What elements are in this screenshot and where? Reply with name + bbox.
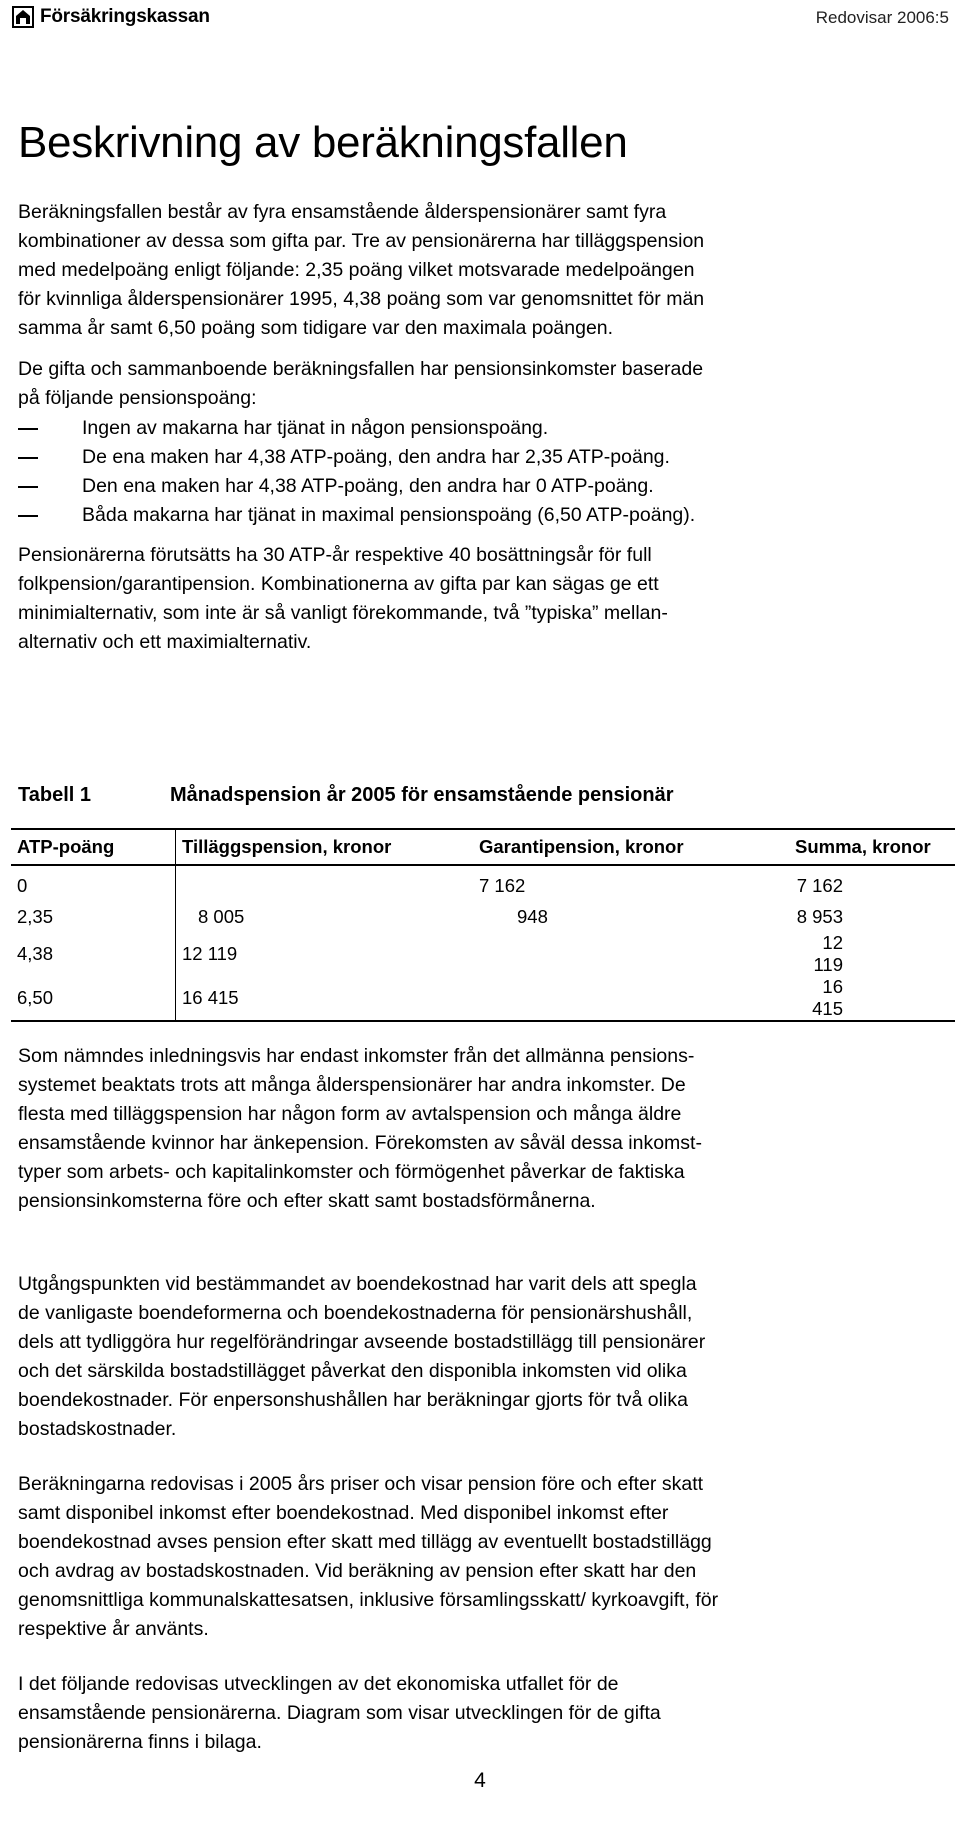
list-item xyxy=(18,414,938,443)
income-paragraph xyxy=(18,1042,938,1216)
list-item-text: Ingen av makarna har tjänat in någon pensionspoäng. xyxy=(82,417,549,439)
text-line: ensamstående kvinnor har änkepension. Förekomsten av såväl dessa inkomst- xyxy=(18,1132,702,1154)
text-line: typer som arbets- och kapitalinkomster och förmögenhet påverkar de faktiska xyxy=(18,1161,685,1183)
table-cell: 0 xyxy=(11,865,176,901)
table-cell: 16 415 xyxy=(176,976,474,1021)
table-row xyxy=(11,976,955,1021)
table-cell: 4,38 xyxy=(11,932,176,976)
pension-table xyxy=(11,828,955,1022)
table-row xyxy=(11,901,955,932)
table-row xyxy=(11,932,955,976)
text-line: med medelpoäng enligt följande: 2,35 poäng vilket motsvarade medelpoängen xyxy=(18,259,695,281)
text-line: samt disponibel inkomst efter boendekostnad. Med disponibel inkomst efter xyxy=(18,1502,669,1524)
text-line: Beräkningarna redovisas i 2005 års priser och visar pension före och efter skatt xyxy=(18,1473,704,1495)
table-cell: 2,35 xyxy=(11,901,176,932)
column-header: Garantipension, kronor xyxy=(473,829,789,865)
list-item-text: Båda makarna har tjänat in maximal pensionspoäng (6,50 ATP-poäng). xyxy=(82,504,696,526)
dash-icon xyxy=(18,428,38,430)
table-cell: 16 415 xyxy=(789,976,955,1021)
column-header: Tilläggspension, kronor xyxy=(176,829,474,865)
text-line: på följande pensionspoäng: xyxy=(18,387,257,409)
text-line: samma år samt 6,50 poäng som tidigare var den maximala poängen. xyxy=(18,317,614,339)
dash-icon xyxy=(18,486,38,488)
dash-icon xyxy=(18,515,38,517)
forsakringskassan-logo-icon xyxy=(12,6,34,28)
table-cell: 7 162 xyxy=(796,874,843,896)
column-header: Summa, kronor xyxy=(789,829,955,865)
text-line: flesta med tilläggspension har någon form av avtalspension och många äldre xyxy=(18,1103,682,1125)
table-cell: 948 xyxy=(517,905,548,927)
text-line: I det följande redovisas utvecklingen av det ekonomiska utfallet för de xyxy=(18,1673,619,1695)
dash-icon xyxy=(18,457,38,459)
text-line: Beräkningsfallen består av fyra ensamstående ålderspensionärer samt fyra xyxy=(18,201,667,223)
text-line: respektive år använts. xyxy=(18,1618,209,1640)
married-paragraph xyxy=(18,355,938,413)
text-line: boendekostnad avses pension efter skatt med tillägg av eventuellt bostadstillägg xyxy=(18,1531,712,1553)
text-line: bostadskostnader. xyxy=(18,1418,177,1440)
brand-logo xyxy=(12,6,210,28)
table-cell xyxy=(176,865,474,901)
list-item-text: De ena maken har 4,38 ATP-poäng, den andra har 2,35 ATP-poäng. xyxy=(82,446,670,468)
calc-paragraph xyxy=(18,1470,938,1644)
assumption-paragraph xyxy=(18,541,938,657)
page-number: 4 xyxy=(474,1769,486,1792)
intro-paragraph xyxy=(18,198,938,343)
table-label: Tabell 1 xyxy=(18,784,91,806)
text-line: pensionsinkomsterna före och efter skatt samt bostadsförmånerna. xyxy=(18,1190,596,1212)
closing-paragraph xyxy=(18,1670,938,1757)
list-item-text: Den ena maken har 4,38 ATP-poäng, den andra har 0 ATP-poäng. xyxy=(82,475,654,497)
table-cell xyxy=(473,932,789,976)
text-line: kombinationer av dessa som gifta par. Tre av pensionärerna har tilläggspension xyxy=(18,230,705,252)
table-cell: 8 005 xyxy=(198,905,245,927)
table-cell: 8 953 xyxy=(796,905,843,927)
text-line: Utgångspunkten vid bestämmandet av boendekostnad har varit dels att spegla xyxy=(18,1273,697,1295)
brand-name: Försäkringskassan xyxy=(40,6,210,27)
text-line: Som nämndes inledningsvis har endast inkomster från det allmänna pensions- xyxy=(18,1045,695,1067)
text-line: alternativ och ett maximialternativ. xyxy=(18,631,312,653)
table-cell: 12 119 xyxy=(813,932,843,975)
text-line: minimialternativ, som inte är så vanligt förekommande, två ”typiska” mellan- xyxy=(18,602,668,624)
text-line: Pensionärerna förutsätts ha 30 ATP-år respektive 40 bosättningsår för full xyxy=(18,544,652,566)
list-item xyxy=(18,443,938,472)
list-item xyxy=(18,472,938,501)
table-header-row xyxy=(11,829,955,865)
page-header xyxy=(0,0,960,40)
text-line: De gifta och sammanboende beräkningsfallen har pensionsinkomster baserade xyxy=(18,358,704,380)
text-line: pensionärerna finns i bilaga. xyxy=(18,1731,262,1753)
report-number: Redovisar 2006:5 xyxy=(815,8,949,27)
list-item xyxy=(18,501,938,530)
text-line: för kvinnliga ålderspensionärer 1995, 4,38 poäng som var genomsnittet för män xyxy=(18,288,705,310)
table-cell: 6,50 xyxy=(11,976,176,1021)
housing-paragraph xyxy=(18,1270,938,1444)
column-header: ATP-poäng xyxy=(11,829,176,865)
couples-list xyxy=(18,414,938,530)
text-line: boendekostnader. För enpersonshushållen har beräkningar gjorts för två olika xyxy=(18,1389,688,1411)
text-line: genomsnittliga kommunalskattesatsen, inklusive församlingsskatt/ kyrkoavgift, för xyxy=(18,1589,719,1611)
text-line: ensamstående pensionärerna. Diagram som visar utvecklingen för de gifta xyxy=(18,1702,661,1724)
table-cell xyxy=(473,976,789,1021)
text-line: systemet beaktats trots att många ålderspensionärer har andra inkomster. De xyxy=(18,1074,686,1096)
table-cell: 7 162 xyxy=(479,874,526,896)
table-row xyxy=(11,865,955,901)
page-title: Beskrivning av beräkningsfallen xyxy=(18,118,628,167)
text-line: de vanligaste boendeformerna och boendekostnaderna för pensionärshushåll, xyxy=(18,1302,693,1324)
text-line: och det särskilda bostadstillägget påverkat den disponibla inkomsten vid olika xyxy=(18,1360,687,1382)
table-title: Månadspension år 2005 för ensamstående pensionär xyxy=(170,784,674,806)
text-line: och avdrag av bostadskostnaden. Vid beräkning av pension efter skatt har den xyxy=(18,1560,697,1582)
text-line: dels att tydliggöra hur regelförändringar avseende bostadstillägg till pensionärer xyxy=(18,1331,706,1353)
text-line: folkpension/garantipension. Kombinationerna av gifta par kan sägas ge ett xyxy=(18,573,659,595)
table-cell: 12 119 xyxy=(182,943,238,964)
